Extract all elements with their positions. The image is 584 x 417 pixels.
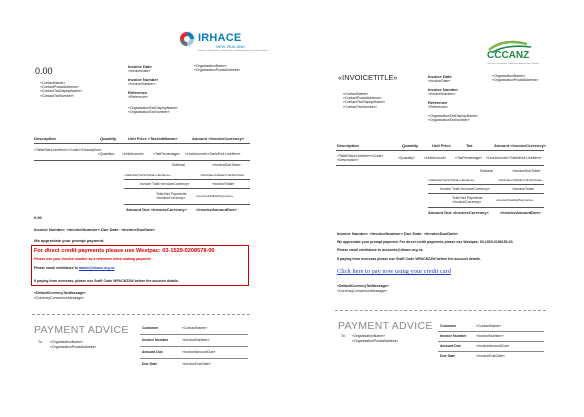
subtotal-value: «InvoiceSubTotal» <box>512 169 541 173</box>
line-item-unit: «UnitAmount» <box>122 152 145 156</box>
invoice-date-value: «InvoiceDate» <box>428 79 451 83</box>
currency-conversion-message: «CurrencyConversionMessage» <box>34 296 84 300</box>
col-unit-price: Unit Price <box>432 143 451 148</box>
reference-label: Reference <box>428 100 448 106</box>
contact-tax-display: «ContactTaxDisplayName» <box>343 100 386 105</box>
line-item-amount: «LineAmount»«TableEnd:LineItem» <box>486 156 542 160</box>
pa-rule-3 <box>140 358 248 359</box>
currency-conversion-message: «CurrencyConversionMessage» <box>337 289 387 293</box>
amount-due-label: Amount Due «InvoiceCurrency» <box>428 210 489 215</box>
paid-rule <box>124 204 250 205</box>
pa-amount-due-label: Amount Due <box>440 344 461 348</box>
subtotal-label: Subtotal <box>172 163 185 167</box>
col-description: Description <box>337 143 360 148</box>
payment-advice-title: PAYMENT ADVICE <box>338 320 433 332</box>
cut-line <box>32 314 250 315</box>
line-item-tax: «TaxPercentage» <box>455 156 483 160</box>
net-payments-currency: «InvoiceCurrency» <box>156 196 186 200</box>
pa-amount-due-value: «InvoiceAmountDue» <box>476 344 510 348</box>
pa-rule-1 <box>140 334 248 335</box>
contact-address: «ContactPostalAddress» <box>343 96 382 101</box>
pa-to-label: To: <box>341 334 346 338</box>
amount-due-value: «InvoiceAmountDue» <box>500 210 541 215</box>
pa-customer-label: Customer <box>142 326 159 330</box>
amount-small: 0.00 <box>34 215 42 220</box>
tax-rule <box>428 184 544 185</box>
header-rule <box>336 150 544 151</box>
net-payments-value: «InvoiceTotalNetPayments» <box>196 194 234 198</box>
org-address: «OrganisationPostalAddress» <box>194 68 241 73</box>
tax-subtotal-start: «TableStart:TaxSubTotal»«TaxName» <box>124 173 171 177</box>
remittance-line <box>34 266 114 270</box>
org-tax-number: «OrganisationTaxNumber» <box>128 109 170 114</box>
overseas-notice: If paying from overseas please use Swift Code WPACNZ2W before the account details. <box>337 257 481 261</box>
net-payments-label: Total Net Payments <box>156 192 187 196</box>
line-item-description: «TableStart:LineItem»«Code»«Description» <box>34 148 102 152</box>
contact-tax-number: «ContactTaxNumber» <box>40 93 74 98</box>
col-amount: Amount «InvoiceCurrency» <box>494 143 547 148</box>
invoice-date-label: Invoice Date <box>128 64 152 69</box>
line-item-description: «TableStart:LineItem»«Code» <box>337 154 384 158</box>
org-name: «OrganisationName» <box>492 74 526 78</box>
col-quantity: Quantity <box>402 143 419 148</box>
invoice-total-value: «InvoiceTotal» <box>212 182 235 186</box>
total-rule <box>124 188 250 189</box>
pa-rule-2 <box>140 346 248 347</box>
contact-block <box>343 92 385 109</box>
pa-amount-due-value: «InvoiceAmountDue» <box>182 350 216 354</box>
tax-subtotal-end: «TaxTotal»«TableEnd:TaxSubTotal» <box>200 173 245 177</box>
paid-rule <box>428 207 544 208</box>
pa-amount-due-label: Amount Due <box>142 350 163 354</box>
amount-heading: 0.00 <box>35 66 53 76</box>
default-tax-message: «DefaultCurrencyTaxMessage» <box>34 291 86 295</box>
overseas-notice: If paying from overseas, please use Swift Code WPACNZ2W before the account details. <box>34 279 179 283</box>
invoice-title: «INVOICETITLE» <box>338 73 398 82</box>
org-tax-number: «OrganisationTaxNumber» <box>428 117 470 122</box>
tax-rule <box>124 179 250 180</box>
org-block <box>194 64 240 72</box>
org-block <box>492 74 538 82</box>
default-tax-message: «DefaultCurrencyTaxMessage» <box>337 284 389 288</box>
col-description: Description <box>34 136 57 141</box>
invoice-meta <box>128 64 178 114</box>
line-item-tax: «TaxPercentage» <box>153 152 181 156</box>
remittance-prefix: Please email remittance to <box>34 266 79 270</box>
irhace-logo-text: IRHACE <box>198 32 242 44</box>
net-payments-value: «InvoiceTotalNetPayments» <box>496 198 534 202</box>
pa-invoice-number-label: Invoice Number <box>142 338 169 342</box>
appreciate-text: We appreciate your prompt payment. <box>34 238 105 243</box>
subtotal-value: «InvoiceSubTotal» <box>212 163 241 167</box>
pa-org-address: «OrganisationPostalAddress» <box>352 339 399 343</box>
irhace-globe-icon <box>178 30 196 48</box>
net-payments-currency: «InvoiceCurrency» <box>452 200 482 204</box>
irhace-logo-tagline: Institute of Refrigeration, Heating & Air Conditioning Engineers of New Zealand <box>198 50 268 52</box>
due-line: Invoice Number: «InvoiceNumber» Due Date: «InvoiceDueDate» <box>337 231 459 236</box>
line-item-quantity: «Quantity» <box>398 156 415 160</box>
pa-due-date-value: «InvoiceDueDate» <box>182 362 211 366</box>
invoice-meta <box>428 74 478 122</box>
invoice-number-value: «InvoiceNumber» <box>128 82 156 87</box>
contact-name: «ContactName» <box>343 92 369 96</box>
reference-value: «Reference» <box>428 105 449 110</box>
payment-advice-title: PAYMENT ADVICE <box>34 324 129 336</box>
header-rule <box>34 143 250 144</box>
invoice-number-label: Invoice Number <box>128 77 159 83</box>
org-tax-display: «OrganisationTaxDisplayName» <box>128 105 178 110</box>
pa-customer-value: «ContactName» <box>476 324 502 328</box>
amount-due-label: Amount Due «InvoiceCurrency» <box>126 207 187 212</box>
contact-name: «ContactName» <box>40 81 66 85</box>
org-name: «OrganisationName» <box>194 64 228 68</box>
reference-value: «Reference» <box>128 95 149 100</box>
org-tax-display: «OrganisationTaxDisplayName» <box>428 113 478 118</box>
reference-notice: Please use your invoice number as a reference when making payment. <box>34 257 152 261</box>
pa-due-date-label: Due Date <box>440 354 456 358</box>
col-unit-price: Unit Price «TaxUnitName» <box>128 136 178 141</box>
col-tax: Tax <box>466 143 473 148</box>
pa-to-label: To: <box>38 340 43 344</box>
remittance-email-link[interactable]: admin@irhace.org.nz <box>78 266 115 270</box>
pa-customer-value: «ContactName» <box>182 326 208 330</box>
line-item-description-2: «Description» <box>337 158 359 162</box>
invoice-date-label: Invoice Date <box>428 74 452 79</box>
col-amount: Amount «InvoiceCurrency» <box>192 136 245 141</box>
item-rule <box>336 165 544 166</box>
pa-invoice-number-label: Invoice Number <box>440 334 467 338</box>
pa-due-date-value: «InvoiceDueDate» <box>476 354 505 358</box>
net-payments-label: Total Net Payments <box>452 196 483 200</box>
tax-subtotal-end: «TaxTotal»«TableEnd:TaxSubTotal» <box>498 178 543 182</box>
westpac-notice: For direct credit payments please use Westpac: 03-1529-0208578-00 <box>34 248 215 254</box>
invoice-total-label: Invoice Total «InvoiceCurrency» <box>440 187 490 191</box>
pa-due-date-label: Due Date <box>142 362 158 366</box>
subtotal-label: Subtotal <box>480 169 493 173</box>
reference-label: Reference <box>128 90 148 96</box>
invoice-date-value: «InvoiceDate» <box>128 69 151 73</box>
appreciate-text: We appreciate your prompt payment. For direct credit payments please use Westpac: 03-1529-0208155-00. <box>337 240 514 244</box>
contact-block <box>40 81 82 98</box>
pa-invoice-number-value: «InvoiceNumber» <box>182 338 210 342</box>
line-item-unit: «UnitAmount» <box>424 156 447 160</box>
line-item-quantity: «Quantity» <box>98 152 115 156</box>
col-quantity: Quantity <box>100 136 117 141</box>
remittance-line: Please email remittance to accounts@irhace.org.nz. <box>337 248 424 252</box>
pa-org-name: «OrganisationName» <box>352 334 386 338</box>
cut-line <box>335 310 546 311</box>
pa-invoice-number-value: «InvoiceNumber» <box>476 334 504 338</box>
pa-rule-3 <box>438 351 544 352</box>
irhace-logo-subtext: NEW ZEALAND <box>216 44 245 49</box>
pay-now-link[interactable]: Click here to pay now using your credit card <box>337 268 451 275</box>
pa-org-name: «OrganisationName» <box>50 340 84 344</box>
invoice-number-value: «InvoiceNumber» <box>428 92 456 97</box>
contact-tax-number: «ContactTaxNumber» <box>343 104 377 109</box>
invoice-total-label: Invoice Total «InvoiceCurrency» <box>140 182 190 186</box>
tax-subtotal-start: «TableStart:TaxSubTotal»«TaxName» <box>428 178 475 182</box>
invoice-number-label: Invoice Number <box>428 87 459 93</box>
pa-rule-2 <box>438 341 544 342</box>
item-rule <box>34 160 250 161</box>
cccanz-logo-text: CCCANZ <box>487 50 530 61</box>
pa-rule-1 <box>438 331 544 332</box>
invoice-total-value: «InvoiceTotal» <box>512 187 535 191</box>
due-line: Invoice Number: «InvoiceNumber» Due Date: «InvoiceDueDate» <box>34 227 156 232</box>
contact-tax-display: «ContactTaxDisplayName» <box>40 89 83 94</box>
contact-address: «ContactPostalAddress» <box>40 85 79 90</box>
total-rule <box>428 193 544 194</box>
pa-org-address: «OrganisationPostalAddress» <box>50 345 97 349</box>
amount-due-value: «InvoiceAmountDue» <box>196 207 237 212</box>
cccanz-logo-tagline: Concrete Construction Certification Aotearoa New Zealand <box>487 63 539 65</box>
org-address: «OrganisationPostalAddress» <box>492 78 539 83</box>
line-item-amount: «LineAmount»«TableEnd:LineItem» <box>185 152 241 156</box>
pa-customer-label: Customer <box>440 324 457 328</box>
